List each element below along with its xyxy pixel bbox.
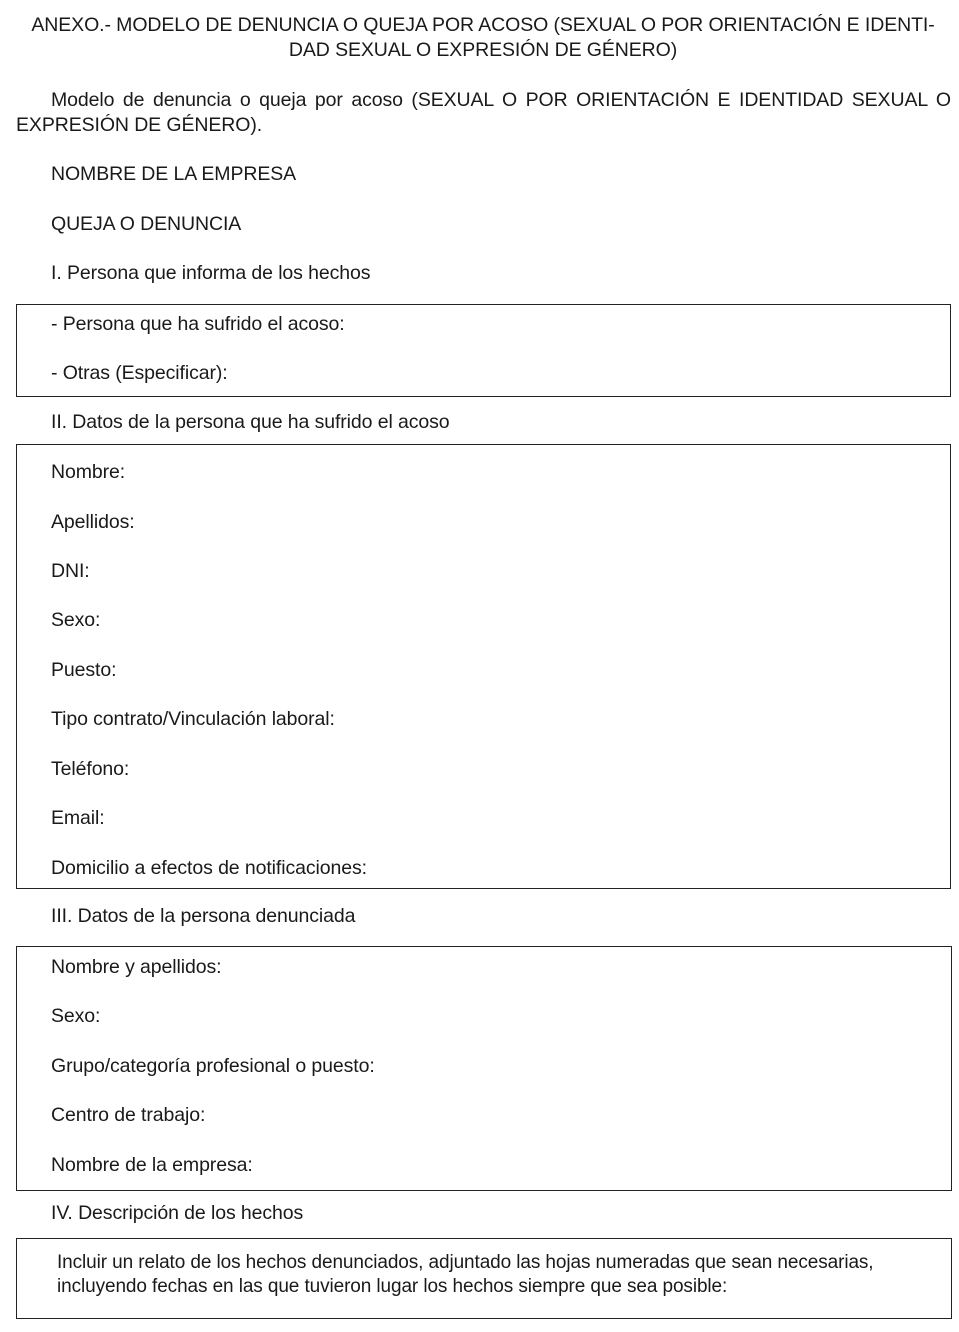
section-2-title: II. Datos de la persona que ha sufrido el acoso [51,411,450,433]
section-4-title: IV. Descripción de los hechos [51,1202,304,1224]
accused-sex-field: Sexo: [51,1005,101,1027]
company-name-label: NOMBRE DE LA EMPRESA [51,163,297,185]
section-1-box [16,304,951,397]
reporter-other-field: - Otras (Especificar): [51,362,228,384]
section-4-box [16,1238,952,1319]
section-3-title: III. Datos de la persona denunciada [51,905,356,927]
section-1-title: I. Persona que informa de los hechos [51,262,371,284]
section-3-box [16,946,952,1191]
victim-address-field: Domicilio a efectos de notificaciones: [51,857,367,879]
facts-description-instructions: Incluir un relato de los hechos denunciados, adjuntado las hojas numeradas que sean necesarias, incluyendo fechas en las que tuvieron lugar los hechos siempre que sea posible: [57,1252,874,1297]
accused-workplace-field: Centro de trabajo: [51,1104,206,1126]
accused-category-field: Grupo/categoría profesional o puesto: [51,1055,375,1077]
complaint-label: QUEJA O DENUNCIA [51,213,242,235]
accused-company-field: Nombre de la empresa: [51,1154,253,1176]
victim-dni-field: DNI: [51,560,90,582]
document-heading: ANEXO.- MODELO DE DENUNCIA O QUEJA POR ACOSO (SEXUAL O POR ORIENTACIÓN E IDENTI- DAD SEXUAL O EXPRESIÓN DE GÉNERO) [31,14,935,61]
victim-surname-field: Apellidos: [51,511,135,533]
victim-phone-field: Teléfono: [51,758,130,780]
section-2-box [16,444,951,889]
victim-contract-field: Tipo contrato/Vinculación laboral: [51,708,335,730]
victim-sex-field: Sexo: [51,609,101,631]
victim-position-field: Puesto: [51,659,117,681]
intro-paragraph: Modelo de denuncia o queja por acoso (SEXUAL O POR ORIENTACIÓN E IDENTIDAD SEXUAL O EXPRESIÓN DE GÉNERO). [16,89,951,136]
reporter-victim-field: - Persona que ha sufrido el acoso: [51,313,345,335]
accused-name-field: Nombre y apellidos: [51,956,222,978]
victim-name-field: Nombre: [51,461,126,483]
victim-email-field: Email: [51,807,105,829]
